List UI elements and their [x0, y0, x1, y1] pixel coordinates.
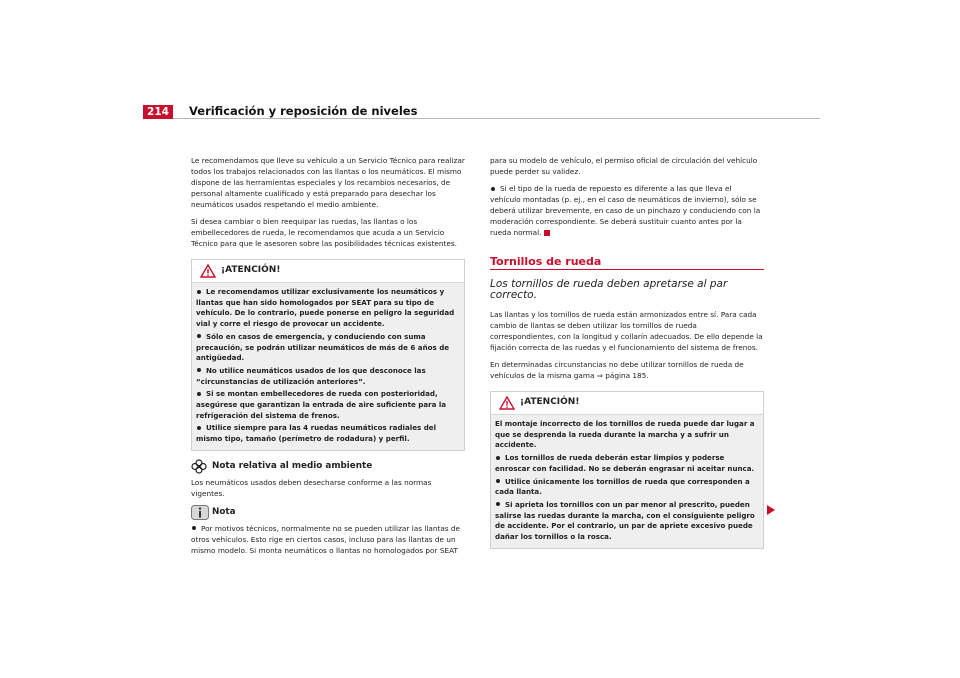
bullet-icon	[496, 479, 500, 483]
section-subtitle: Los tornillos de rueda deben apretarse al par correcto.	[490, 278, 728, 301]
section-end-icon	[544, 230, 550, 236]
continue-arrow-icon	[767, 505, 775, 515]
warning-item: Utilice siempre para las 4 ruedas neumáticos radiales del mismo tipo, tamaño (perímetro de rodadura) y perfil.	[196, 423, 437, 444]
note-text: Por motivos técnicos, normalmente no se pueden utilizar las llantas de otros vehículos. Esto rige en ciertos casos, incluso para las llantas de un mismo modelo. Si monta neumáticos o llantas no homologados por SEAT	[191, 523, 461, 555]
warning-item: Si se montan embellecedores de rueda con posterioridad, asegúrese que garantizan la entrada de aire suficiente para la refrigeración del sistema de frenos.	[196, 389, 447, 420]
bullet-icon	[197, 334, 201, 338]
warning-title: ¡ATENCIÓN!	[520, 397, 580, 407]
note-title: Nota	[212, 506, 236, 517]
page-reference-paragraph: En determinadas circunstancias no debe utilizar tornillos de rueda de vehículos de la misma gama ⇒ página 185.	[490, 360, 744, 380]
bullet-icon	[197, 290, 201, 294]
right-column	[490, 155, 764, 557]
note-info-icon	[191, 505, 209, 520]
bullet-icon	[192, 526, 196, 530]
note-heading	[191, 505, 465, 521]
warning-triangle-icon	[499, 396, 515, 410]
environment-note-heading	[191, 459, 465, 475]
header-rule	[143, 118, 820, 119]
warning-title: ¡ATENCIÓN!	[221, 265, 281, 275]
wheel-change-paragraph: Si desea cambiar o bien reequipar las ruedas, las llantas o los embellecedores de rueda, le recomendamos que acuda a un Servicio Técnico para que le asesoren sobre las posibilidades técnicas existentes.	[191, 217, 457, 248]
warning-item: Los tornillos de rueda deberán estar limpios y poderse enroscar con facilidad. No se deberán engrasar ni aceitar nunca.	[495, 453, 755, 473]
intro-paragraph: Le recomendamos que lleve su vehículo a un Servicio Técnico para realizar todos los trabajos relacionados con las llantas o los neumáticos. El mismo dispone de las herramientas especiales y los recambios necesarios, de personal altamente cualificado y está preparado para desechar los neumáticos usados respetando el medio ambiente.	[191, 156, 465, 209]
environment-flower-icon	[191, 459, 207, 474]
left-column	[191, 155, 465, 556]
warning-item: Si aprieta los tornillos con un par menor al prescrito, pueden salirse las ruedas durante la marcha, con el consiguiente peligro de accidente. Por el contrario, un par de apriete excesivo puede dañar los tornillos o la rosca.	[495, 499, 755, 542]
bullet-icon	[496, 456, 500, 460]
bullet-icon	[491, 187, 495, 191]
warning-intro: El montaje incorrecto de los tornillos de rueda puede dar lugar a que se desprenda la rueda durante la marcha y a sufrir un accidente.	[495, 419, 755, 450]
section-title: Tornillos de rueda	[490, 256, 764, 270]
warning-item: No utilice neumáticos usados de los que desconoce las “circunstancias de utilización anteriores”.	[196, 365, 426, 386]
warning-triangle-icon	[200, 264, 216, 278]
bullet-icon	[197, 426, 201, 430]
environment-note-text: Los neumáticos usados deben desecharse conforme a las normas vigentes.	[191, 477, 432, 498]
bolts-paragraph: Las llantas y los tornillos de rueda están armonizados entre sí. Para cada cambio de llantas se deben utilizar los tornillos de rueda correspondientes, con la longitud y collarín adecuados. De ello depende la fijación correcta de las ruedas y el funcionamiento del sistema de frenos.	[490, 310, 763, 352]
warning-item: Le recomendamos utilizar exclusivamente los neumáticos y llantas que han sido homologados por SEAT para su tipo de vehículo. De lo contrario, puede ponerse en peligro la seguridad vial y corre el riesgo de provocar un accidente.	[196, 287, 455, 329]
bullet-icon	[197, 368, 201, 372]
warning-box	[191, 259, 465, 451]
page-title: Verificación y reposición de niveles	[189, 104, 418, 118]
warning-item: Sólo en casos de emergencia, y conduciendo con suma precaución, se podrán utilizar neumáticos de más de 6 años de antigüedad.	[196, 331, 450, 363]
continuation-paragraph: para su modelo de vehículo, el permiso oficial de circulación del vehículo puede perder su validez.	[490, 156, 758, 176]
spare-wheel-bullet: Si el tipo de la rueda de repuesto es diferente a las que lleva el vehículo montadas (p. ej., en el caso de neumáticos de invierno), sólo se deberá utilizar brevemente, en caso de un pinchazo y conduciendo con la moderación correspondiente. Se deberá sustituir cuanto antes por la rueda normal.	[490, 184, 761, 237]
bolts-warning-box	[490, 391, 764, 549]
bullet-icon	[197, 392, 201, 396]
bullet-icon	[496, 502, 500, 506]
environment-note-title: Nota relativa al medio ambiente	[212, 460, 373, 471]
page-number: 214	[143, 105, 173, 119]
warning-item: Utilice únicamente los tornillos de rueda que corresponden a cada llanta.	[495, 476, 750, 497]
